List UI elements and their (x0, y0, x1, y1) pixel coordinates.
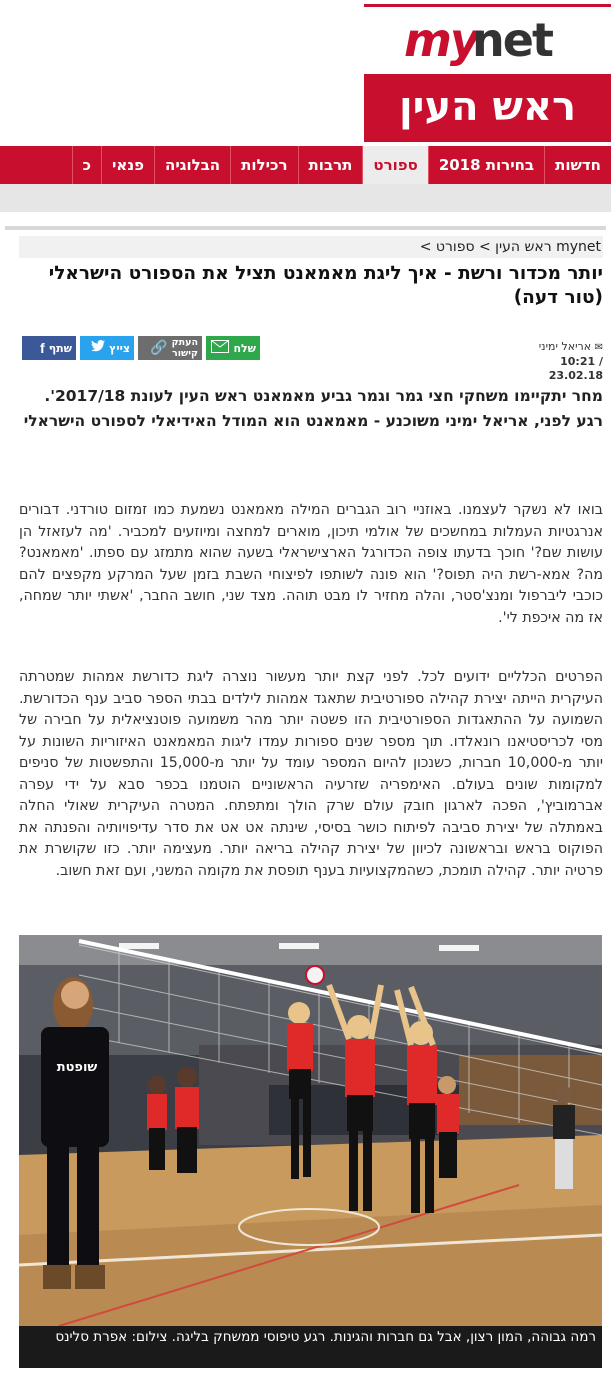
sub-nav-bar (0, 184, 611, 212)
nav-item[interactable]: ספורט (362, 146, 427, 184)
twitter-share-button[interactable] (80, 336, 134, 360)
twitter-icon (91, 340, 105, 356)
article-paragraph-2: הפרטים הכלליים ידועים לכל. לפני קצת יותר מעשור נוצרה ליגת כדורשת אמהות שמטרתה העיקרית הייתה יצירת קהילה ספורטיבית שתאגד אמהות לילדים בבתי הספר סביב ענף הכדורשת. השמועה על ההתאגדות הספורטיבית הזו פשטה יותר מהר משמועה פוטנציאלית על חבירה של מסי לכריסטיאנו רונאלדו. תוך מספר שנים ספורות עמדו ליגות המאמאנט האיזוריות השונות על יותר מ-10,000 חברות, כשנכון להיום המספר עומד על יותר מ-15,000 והתפשטות של סניפים למקומות שונים בעולם. האימפריה שזרעיה הראשוניים הוטמנו בכפר סבא על ידי עפרה אברמוביץ', הפכה לארגון חובק עולם שרק הולך ומתפתח. המטרה העיקרית שאולי החלה באמתלה של יצירת סביבה לפיתוח כושר בסיסי, שינתה אט אט את סדר עדיפויותיה והפנתה את הפוקוס בראש ובראשונה לכיוון של יצירת קהילה בריאה יותר. מעצימה יותר. כזו שקושרת את פרטיה יותר. קהילה תומכת, כשהמקצועיות בענף תופסת את מקומה המשני, ועם זאת חשוב. (19, 669, 603, 879)
author-line (503, 340, 603, 355)
link-icon: 🔗 (150, 339, 168, 356)
logo-brand-area (364, 4, 611, 84)
author-name[interactable]: אריאל ימיני (538, 340, 592, 353)
article-paragraph-1: בואו לא נשקר לעצמנו. באוזניי רוב הגברים המילה מאמאנט נשמעת כמו זמזום טורדני. דבורים אנרגטיות העמלות במחשכים של אולמי תיכון, מוארים למחצה ומיוזעים למכביר. 'מה לעזאזל הן עושות שם?' חוכך בדעתו צופה הכדורגל הארצישראלי בשעה שהוא מתמזג עם ספתו. 'מאמאנט? מה? אמא-רשת היה תפוס?' הוא פונה לשותפו לפיצוחי השבת בזמן שעל המרקע מקפצים להם כוכבי ליברפול ומנצ'סטר, והלה מחזיר לו מבט תוהה. מצד שני, חושב החבר, 'אשתי יותר שמחה, אז מה איכפת לי'. (19, 502, 603, 626)
article-lead: מחר יתקיימו משחקי חצי גמר וגמר גביע מאמאנט ראש העין לעונת 2017/18'. רגע לפני, אריאל ימיני משוכנע - מאמאנט הוא המודל האידיאלי לספורט הישראלי (23, 387, 603, 430)
envelope-icon[interactable]: ✉ (594, 342, 603, 353)
share-label: צייץ (109, 341, 130, 355)
copy-link-label (172, 337, 198, 359)
article-title: יותר מכדור ורשת - איך ליגת מאמאנט תציל את הספורט הישראלי (טור דעה) (48, 263, 603, 308)
shirt-text: שופטת (56, 1060, 98, 1075)
nav-item[interactable]: תרבות (298, 146, 363, 184)
facebook-icon: f (40, 340, 45, 356)
mail-icon (211, 340, 229, 357)
nav-item[interactable]: הבלוגיה (154, 146, 230, 184)
main-nav (0, 146, 611, 184)
share-label: שלח (233, 341, 256, 355)
photo-caption: רמה גבוהה, המון רצון, אבל גם חברות והגינות. רגע טיפוסי ממשחק בליגה. צילום: אפרת סלינס (19, 1326, 602, 1368)
logo-net-text: net (472, 13, 552, 67)
article-photo[interactable] (19, 935, 602, 1326)
nav-item[interactable]: חדשות (544, 146, 611, 184)
breadcrumb[interactable]: mynet ראש העין > ספורט > (19, 236, 603, 258)
nav-item[interactable]: רכילות (230, 146, 297, 184)
divider (5, 226, 606, 230)
share-bar (22, 336, 260, 360)
volleyball-photo (19, 935, 602, 1326)
copy-link-label-2: קישור (172, 348, 198, 359)
facebook-share-button[interactable] (22, 336, 76, 360)
copy-link-button[interactable] (138, 336, 202, 360)
byline (503, 340, 603, 383)
mail-share-button[interactable] (206, 336, 260, 360)
publish-date: 10:21 / 23.02.18 (548, 355, 603, 382)
share-label: שתף (48, 341, 72, 355)
nav-item[interactable]: כ (72, 146, 102, 184)
copy-link-label-1: העתק (171, 337, 198, 348)
site-logo[interactable] (364, 4, 611, 142)
nav-item[interactable]: בחירות 2018 (428, 146, 544, 184)
nav-item[interactable]: פנאי (101, 146, 154, 184)
logo-my-text: my (404, 13, 478, 67)
logo-edition: ראש העין (364, 74, 611, 142)
